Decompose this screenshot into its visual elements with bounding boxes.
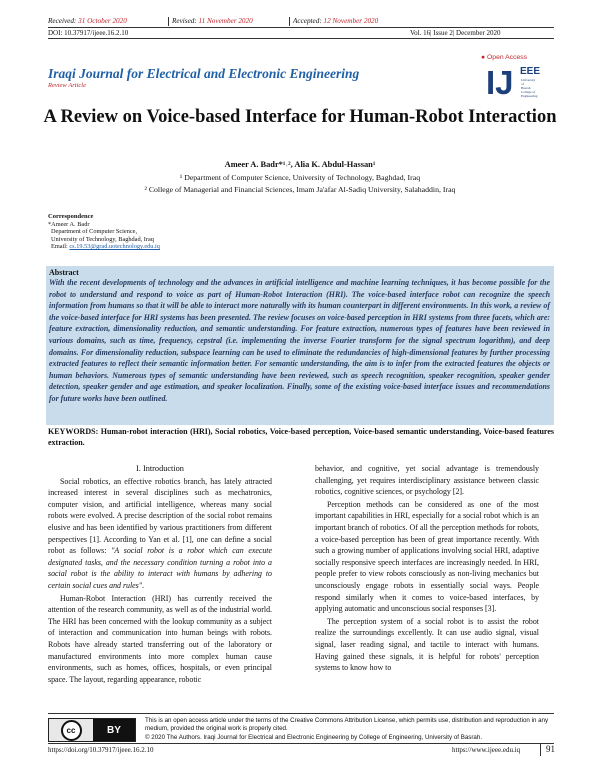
intro-paragraph-3: behavior, and cognitive, yet social advantage is tremendously challenging, yet requires interdisciplinary assistance between classic robotics, cognitive sciences, or psychology [2].: [315, 464, 539, 497]
header-rule-2: [48, 38, 554, 39]
logo-ij-text: IJ: [486, 64, 514, 101]
author-list: Ameer A. Badr*¹˒², Alia K. Abdul-Hassan¹: [224, 160, 376, 169]
logo-subtext: University of Basrah College of Engineering: [521, 78, 538, 98]
page-number: 91: [540, 743, 555, 756]
abstract-heading: Abstract: [49, 268, 79, 277]
footer-rule: [48, 743, 554, 744]
affiliation-2: ² College of Managerial and Financial Sciences, Imam Ja'afar Al-Sadiq University, Salahaddin, Iraq: [144, 185, 456, 194]
correspondence-block: Correspondence *Ameer A. Badr Department of Computer Science, University of Technology, Baghdad, Iraq Email: cs.19.53@grad.uotechnology.edu.iq: [48, 213, 160, 251]
header-rule: [48, 27, 554, 28]
footer-doi-link[interactable]: https://doi.org/10.37917/ijeee.16.2.10: [48, 746, 154, 754]
right-column: [315, 463, 539, 675]
footer-top-rule: [48, 713, 554, 714]
accepted-date: 12 November 2020: [323, 17, 379, 25]
received-date: 31 October 2020: [78, 17, 127, 25]
left-column: [48, 463, 272, 686]
revised-info: Revised: 11 November 2020: [168, 17, 253, 26]
abstract-text: With the recent developments of technology and the advances in artificial intelligence and machine learning techniques, it has become possible for the robot to understand and respond to voice as part of Human-Robot Interaction (HRI). The voice-based interface robot can recognize the speech information from humans so that it will be able to interact more naturally with its human counterpart in different environments. In this work, a review of the voice-based interface for HRI systems has been presented. The review focuses on voice-based perception in HRI systems from three facets, which are: feature extraction, dimensionality reduction, and semantic understanding. For feature extraction, numerous types of features have been reviewed in various domains, such as time, frequency, cepstral (i.e. implementing the inverse Fourier transform for the signal spectrum logarithm), and deep domains. For dimensionality reduction, subspace learning can be used to eliminate the redundancies of high-dimensional features by further processing extracted features to reflect their semantic information better. For semantic understanding, the aim is to infer from the extracted features the objects or human behaviors. Numerous types of semantic understanding have been reviewed, such as speech recognition, speaker recognition, speaker gender detection, speaker gender and age estimation, and speaker localization. Finally, some of the existing voice-based interface issues and recommendations for future works have been outlined.: [49, 278, 550, 403]
accepted-info: Accepted: 12 November 2020: [289, 17, 378, 26]
license-text: This is an open access article under the terms of the Creative Commons Attribution License, which permits use, distribution and reproduction in any medium, provided the original work is properly cited. © 2020 The Authors. Iraqi Journal for Electrical and Electronic Engineering by College of Engineering, University of Basrah.: [145, 717, 549, 741]
affiliation-1: ¹ Department of Computer Science, University of Technology, Baghdad, Iraq: [179, 173, 421, 182]
volume-info: Vol. 16| Issue 2| December 2020: [410, 29, 501, 37]
intro-paragraph-5: The perception system of a social robot is to assist the robot realize the surroundings excellently. It can use audio signal, visual signal, laser reading signal, and tactile to interact with humans. Having gained these signals, it is helpful for robots' perception systems to know how to: [315, 616, 539, 673]
intro-paragraph-2: Human-Robot Interaction (HRI) has currently received the attention of the research community, as well as of the industrial world. The HRI has been concerned with the lookup community as a subject of interaction and communication into human beings with robots. Robots have already started transferring out of the laboratory or manufactured environments into more complex human cause environments, such as homes, offices, hospitals, or even principal space. The layout, regarding appearance, robotic: [48, 593, 272, 684]
article-type: Review Article: [48, 82, 86, 89]
journal-name: Iraqi Journal for Electrical and Electronic Engineering: [48, 66, 360, 81]
cc-icon: cc: [49, 719, 93, 741]
received-info: Received: 31 October 2020: [48, 17, 127, 25]
by-icon: BY: [93, 719, 135, 741]
doi-text: DOI: 10.37917/ijeee.16.2.10: [48, 29, 129, 37]
logo-eee-text: EEE: [520, 66, 541, 77]
paper-title: A Review on Voice-based Interface for Human-Robot Interaction: [43, 107, 557, 127]
open-access-icon: ●: [481, 54, 486, 61]
email-link[interactable]: cs.19.53@grad.uotechnology.edu.iq: [69, 243, 160, 251]
journal-logo: [486, 64, 554, 104]
footer-site-link[interactable]: https://www.ijeee.edu.iq: [452, 746, 521, 754]
cc-by-badge: [48, 718, 136, 742]
keywords-block: KEYWORDS: Human-robot interaction (HRI), Social robotics, Voice-based perception, Voice-based semantic understanding, Voice-based features extraction.: [48, 427, 555, 447]
open-access-badge: ● Open Access: [481, 54, 528, 61]
abstract-box: [46, 266, 554, 425]
intro-paragraph-1: Social robotics, an effective robotics branch, has lately attracted increased interest in several disciplines such as mechatronics, computer vision, and artificial intelligence, whereas many social robots were evolved. A precise description of the social robot remains elusive and has been identified by various practitioners from different perspectives [1]. According to Yan et al. [1], one can define a social robot as follows: "A social robot is a robot which can execute designated tasks, and the necessary condition turning a robot into a social robot is the ability to interact with humans by adhering to certain social cues and rules".: [48, 476, 272, 590]
revised-date: 11 November 2020: [198, 17, 253, 25]
intro-paragraph-4: Perception methods can be considered as one of the most important capabilities in HRI, especially for a social robot which is an important branch of robotics. Of all the perception methods for robots, a voice-based perception has been of great importance recently. With such a growing number of applications involving social HRI, adaptive socially responsive speech interfaces are increasingly needed. In HRI, people prefer to view robots consciously as non-living mechanics but unconsciously engage robots in essentially social ways. People respond similarly when it comes to voice-based interfaces, by applying automatic and unconscious social responses [3].: [315, 499, 539, 614]
section-title: I. Introduction: [136, 464, 184, 473]
